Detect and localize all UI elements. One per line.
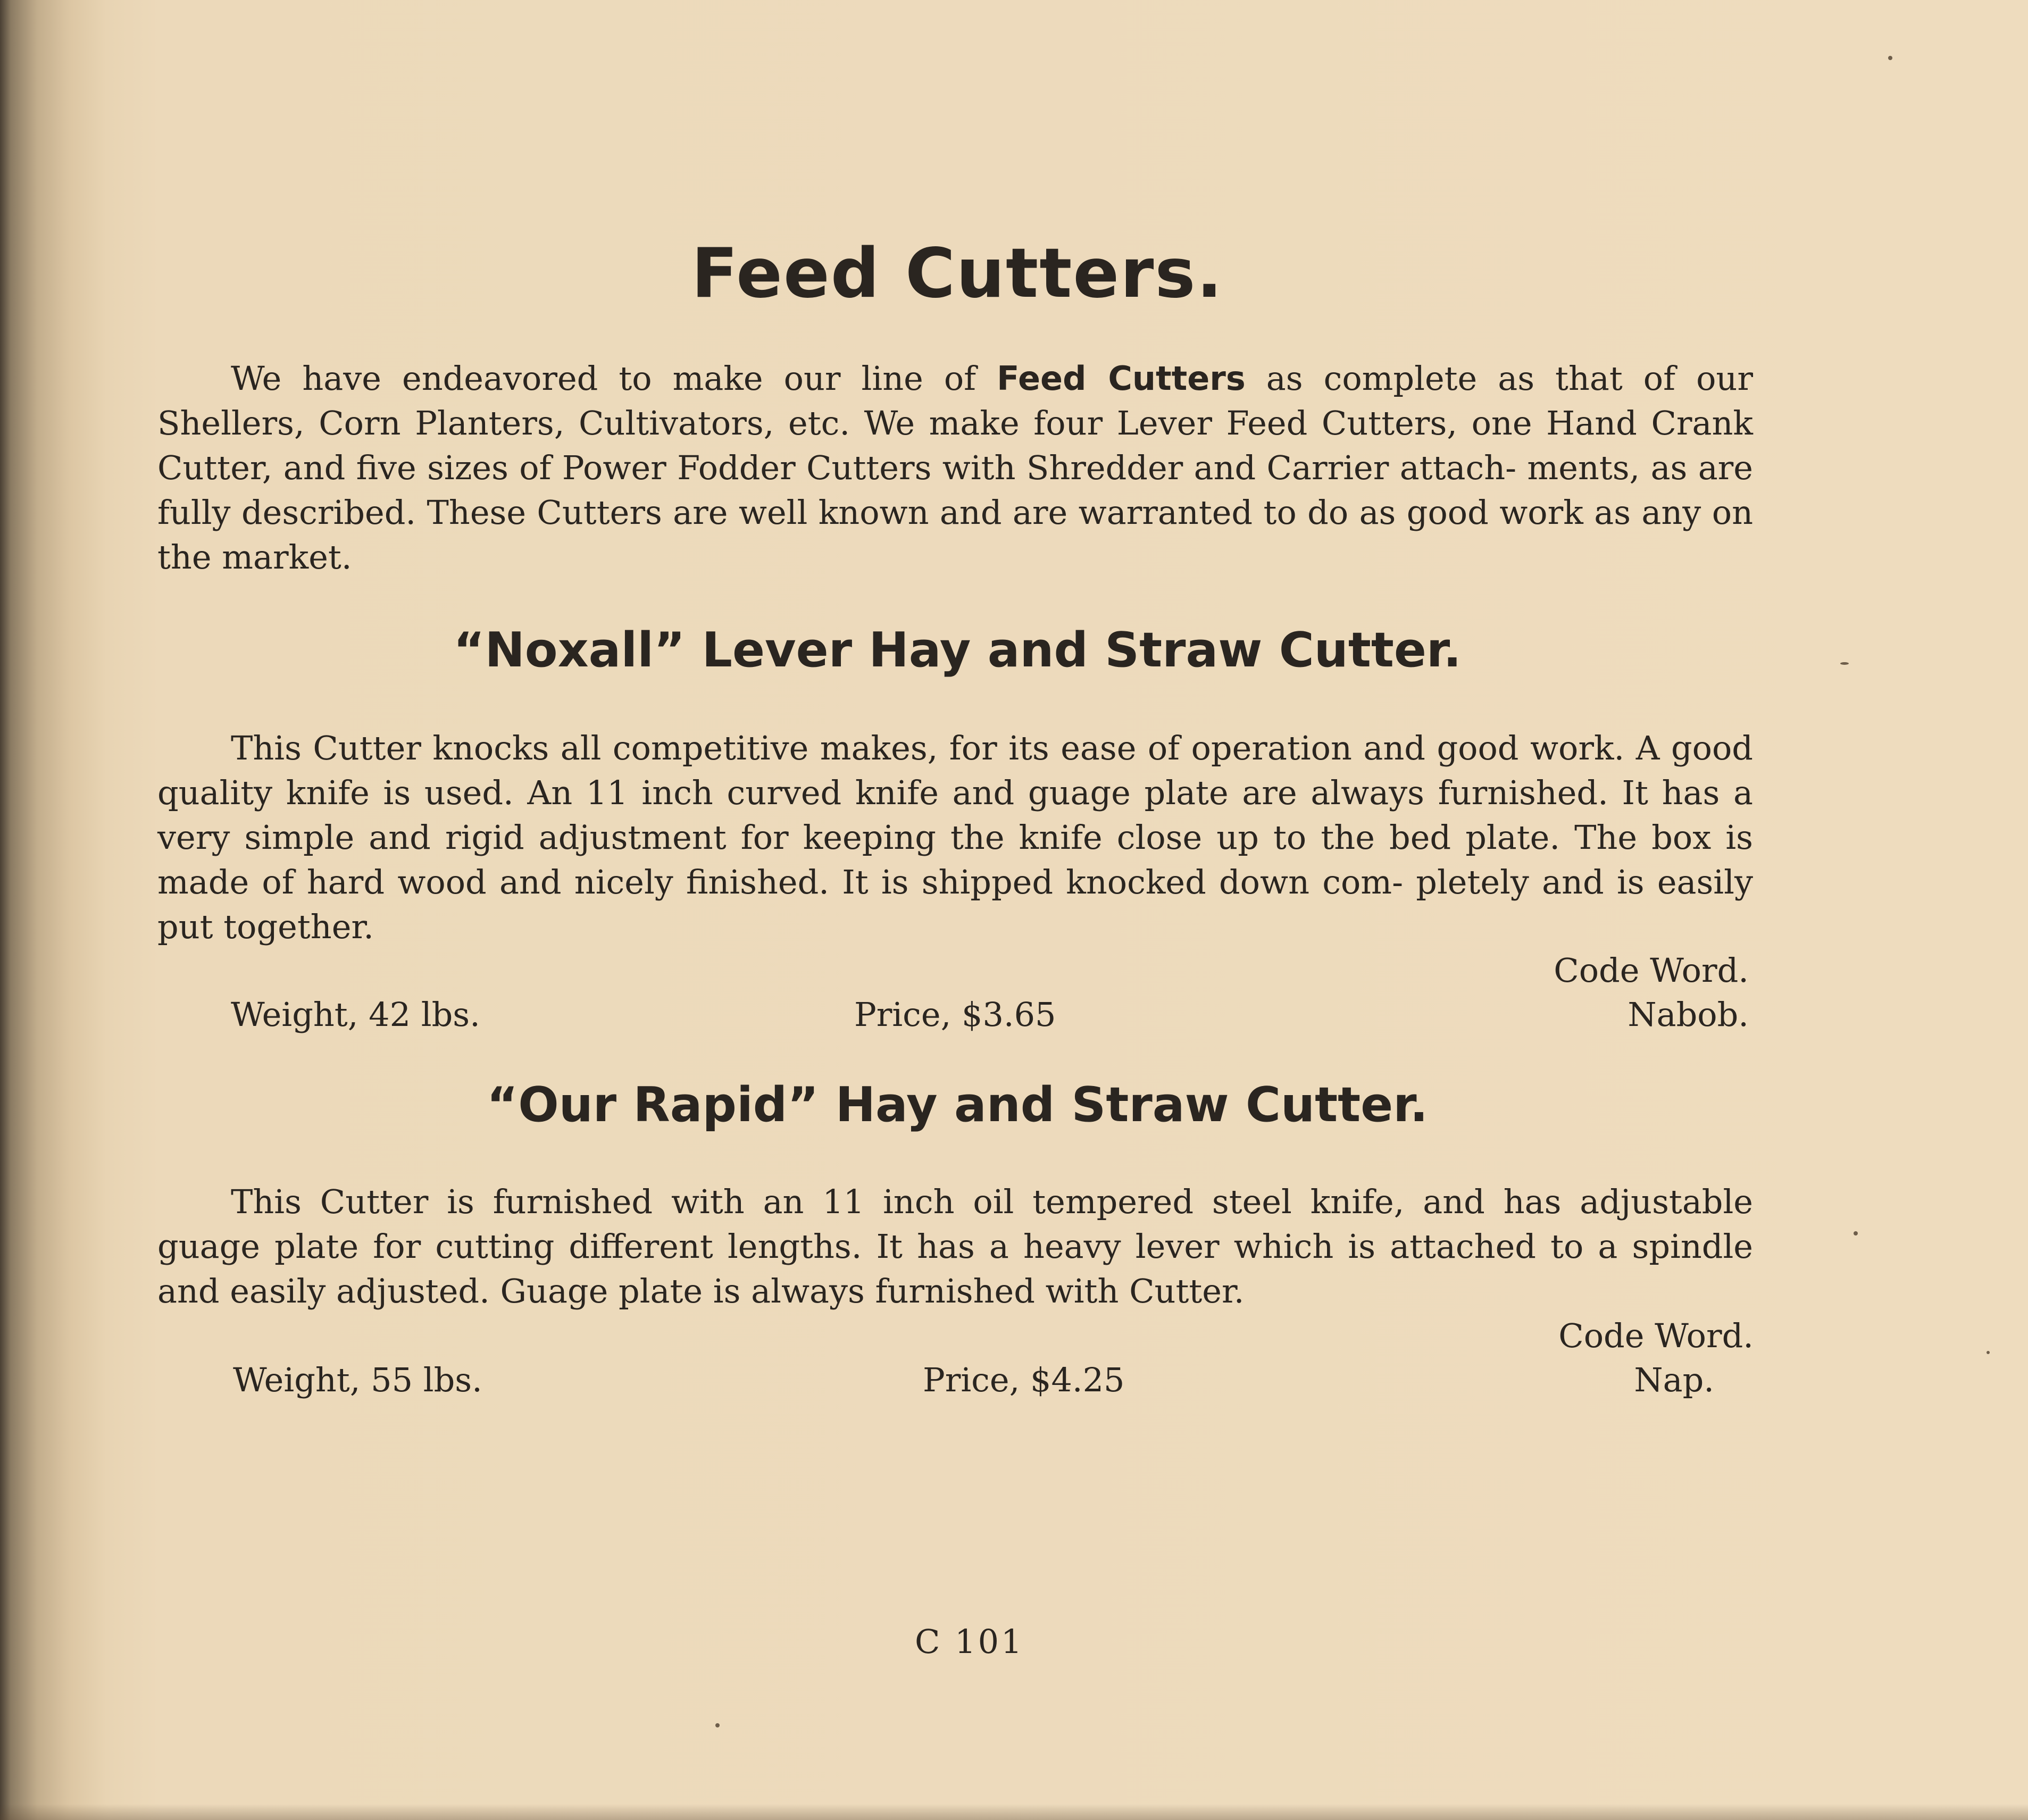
our-rapid-description: This Cutter is furnished with an 11 inch oil tempered steel knife, and has adjustable guage plate for cutting different lengths. It has a heavy lever which is attached to a spindle and easily adjusted. Guage plate is always furnished with Cutter.: [157, 1182, 1753, 1310]
paper-speck: [1840, 662, 1849, 665]
noxall-code-word: Nabob.: [1628, 995, 1749, 1034]
paper-speck: [1888, 56, 1892, 60]
our-rapid-weight: Weight, 55 lbs.: [233, 1360, 482, 1399]
noxall-heading: “Noxall” Lever Hay and Straw Cutter.: [453, 622, 1462, 678]
noxall-description: This Cutter knocks all competitive makes, for its ease of operation and good work. A good quality knife is used. An 11 inch curved knife and guage plate are always furnished. It has a very simple and rigid adjustment for keeping the knife close up to the bed plate. The box is made of hard wood and nicely finished. It is shipped knocked down com- pletely and is easily put together.: [157, 729, 1753, 946]
our-rapid-code-word: Nap.: [1634, 1360, 1714, 1399]
our-rapid-code-word-label: Code Word.: [1558, 1316, 1754, 1355]
page-title: Feed Cutters.: [691, 234, 1224, 313]
our-rapid-price: Price, $4.25: [923, 1360, 1125, 1399]
intro-paragraph: [157, 356, 1753, 580]
intro-text-before: We have endeavored to make our line of: [231, 359, 997, 398]
intro-bold-term: Feed Cutters: [997, 359, 1246, 398]
noxall-code-word-label: Code Word.: [1554, 951, 1749, 990]
noxall-weight: Weight, 42 lbs.: [231, 995, 480, 1034]
our-rapid-heading: “Our Rapid” Hay and Straw Cutter.: [487, 1077, 1428, 1133]
intro-text-after: as complete as that of our Shellers, Corn Planters, Cultivators, etc. We make four Lever Feed Cutters, one Hand Crank Cutter, and five sizes of Power Fodder Cutters with Shredder and Carrier attach- ments, as are fully described. These Cutters are well known and are warranted to do as good work as any on the market.: [157, 359, 1753, 577]
noxall-price: Price, $3.65: [854, 995, 1056, 1034]
page-number: C 101: [915, 1622, 1024, 1661]
paper-speck: [1987, 1351, 1990, 1354]
paper-speck: [715, 1723, 720, 1727]
paper-speck: [1854, 1231, 1858, 1235]
